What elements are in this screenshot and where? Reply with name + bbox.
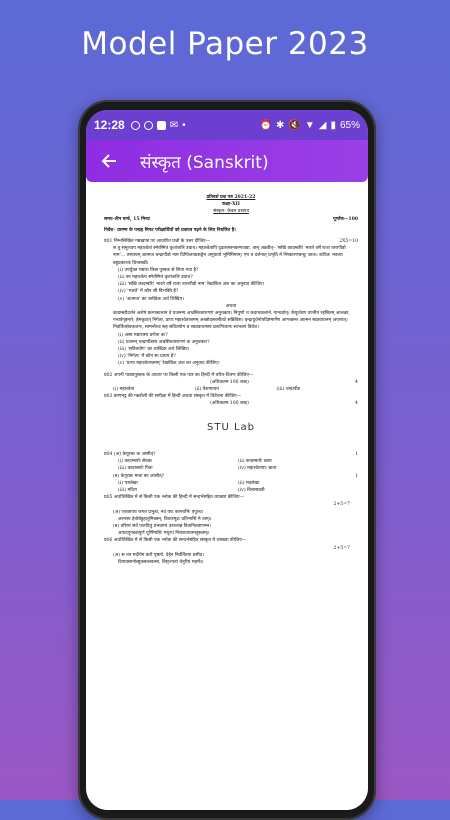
q1-alt-item: (ii) प्रजनन् चन्द्रापीडस्य अभ्रसिततारागणं क अनुचकार? — [118, 339, 210, 345]
q4-text: प्र04 (अ) केयूरकः क आसीत्? — [104, 451, 156, 457]
q2-option: (i) महाश्वेता — [113, 387, 135, 393]
promo-title: Model Paper 2023 — [81, 26, 369, 62]
q4b-option: (i) पत्रलेखा — [118, 480, 138, 486]
q4b-option: (iii) मदिरा — [118, 487, 137, 493]
or-label: अथवा — [225, 303, 237, 309]
notification-icons — [131, 120, 186, 131]
q6-a: (अ) स तत्र मदीयेन करौ पृष्ठतो, देहेन निर्वर्तितया प्रसीद। — [113, 552, 204, 558]
q4-marks: 1 — [355, 451, 358, 457]
q3-sub-row — [104, 400, 358, 407]
q1-item: (iii) 'सखि कादम्बरि! भारते वर्षे राजा तारापीडो नाम' रेखांकित अंश का अनुवाद कीजिए। — [118, 282, 265, 288]
notification-app-icon — [131, 121, 140, 130]
paper-header-class: कक्षा-XII — [222, 202, 240, 208]
q5-b: (ब) तरिष्यं सर्वं पातयितुं प्रभवाम्यं उत्पश्यन्नं वितानितवाणम्भ। — [113, 523, 212, 529]
q1-head: प्र01 निम्नलिखित गद्यखण्ड पर आधारित प्रश्नों के उत्तर दीजिए— — [104, 239, 211, 245]
q1-alt-item: (iv) 'निर्गत्य' में कौन सा प्रत्यय है? — [118, 354, 176, 360]
instruction: निर्देश– प्रारम्भ के पन्द्रह मिनट परीक्षार्थियों को प्रश्नपत्र पढ़ने के लिए निर्धारित है। — [104, 227, 236, 233]
q4b-option: (ii) मदलेखा — [238, 480, 260, 486]
q4-option: (iii) कादम्बर्याः पिता — [118, 466, 153, 472]
app-bar — [86, 140, 368, 182]
q5-b2: अपादपुण्डवत्पूर्ण पूर्णिमाशिः मधुरपं निराशतयत्रमतुस्त्वम्॥ — [118, 531, 210, 537]
q4b-row — [104, 473, 358, 480]
q2-sub: (अधिकतम 100 शब्द) — [210, 379, 249, 385]
q1-item: (iv) 'भारते' में कौन सी विभक्ति है? — [118, 289, 179, 295]
q4-options-row — [104, 465, 358, 472]
q1-alt-item: (v) 'प्राप्य महाश्वेताश्रमम्' रेखांकित अंश का अनुवाद कीजिए। — [118, 361, 220, 367]
q4b-text: (ब) केयूरकः माता का आसीत्? — [113, 473, 165, 479]
battery-icon: ▮ — [330, 119, 336, 131]
q3-marks: 4 — [355, 401, 358, 407]
q1-alt-paragraph: कादम्बरीदर्शनं अशेषं कल्पकालानं ते प्रजनन्य अभ्रसिततारागणं अनुचकार। निपुणो च कदाचकलाने, गान्धर्वात्। केयूरकेण उपनीतं रहसितम् आलक्ष्य, गन्धर्वगृहमारे; हेमकूटात् निर्गत्य, प्राप्य महाश्वेताश्रमम् अच्छोदसरसीतटे सन्निविष्टः। इन्द्रायुधेनोपदिष्टमार्गेण आगच्छन्त आत्मन स्वप्नवाचनम् अपश्यत्। निवर्तितसेवकजनः, सामन्तैश्च सह सवितयोग च स्वप्नवाचनस्य प्रत्यभिजानः स्वभवनं विवेश। — [113, 311, 350, 331]
q6-a2: दिनावसानोत्सुकबालवत्सा, विसृज्यतां धेनुरियं महर्षेः॥ — [118, 559, 204, 565]
battery-percent: 65% — [339, 119, 360, 131]
q3-sub: (अधिकतम 100 शब्द) — [210, 401, 249, 407]
q2-text: प्र02 अपनी पाठ्यपुस्तक के आधार पर किसी एक पात्र का हिन्दी में चरित्र-चित्रण कीजिए— — [104, 372, 254, 378]
time-marks-row — [104, 216, 358, 223]
system-icons — [260, 120, 360, 131]
q4-option: (iv) महाश्वेतायाः भ्राता — [238, 466, 277, 472]
q1-item: (v) 'आत्मज' का शाब्दिक अर्थ लिखिए। — [118, 296, 184, 302]
bluetooth-icon: ✱ — [276, 119, 285, 131]
q4b-option: (iv) विलासवती — [238, 487, 265, 493]
watermark-signature: STU Lab — [206, 421, 255, 433]
alarm-icon: ⏰ — [259, 119, 273, 131]
q1-paragraph: स तु समुत्थाय महाश्वेतां स्मेरस्मित्रं कृतांजलि उवाच। महाश्वेतापि दृढतरस्तनकम्पजडा, ताम् अब्रवीत्– 'सखि कादम्बरि! भारते वर्षे राजा तारापीडो नाम'... तस्यायम् आत्मज चन्द्रापीडो नाम दिग्विजयप्रसङ्गेन अनुयातो भूमिमिमाम्। एष च दर्शनात् प्रभृति मे निष्कारणबन्धुः जातः। कथितः भवत्या बहुप्रकारकं प्रियसखी। — [113, 246, 346, 266]
q4-row — [104, 451, 358, 458]
notification-p-icon — [144, 121, 153, 130]
status-time: 12:28 — [94, 118, 125, 132]
bottom-fade — [86, 792, 368, 810]
q2-option: (ii) वैशम्पायन — [194, 387, 219, 393]
q2-sub-row — [104, 379, 358, 386]
q6-marks: 2+5=7 — [333, 545, 350, 551]
q4-option: (i) कादम्बर्याः सेवकः — [118, 459, 153, 465]
mute-icon: 🔇 — [288, 119, 301, 131]
paper-header-title: प्रतिदर्श प्रश्न पत्र 2021-22 — [206, 195, 256, 200]
q4-option: (ii) कादम्बर्याः भ्राता — [238, 459, 272, 465]
q2-options — [104, 386, 358, 393]
signal-icon: ◢ — [318, 119, 327, 131]
q4b-marks: 1 — [355, 473, 358, 479]
notification-gallery-icon — [157, 121, 166, 130]
q3-text: प्र03 बाणभट्ट की गद्यशैली की समीक्षा में हिन्दी अथवा संस्कृत में विवेचना कीजिए— — [104, 394, 242, 400]
dot-icon: • — [182, 119, 186, 131]
q2-marks: 4 — [355, 379, 358, 385]
q1-head-row — [104, 238, 358, 245]
q5-text: प्र05 अधोलिखित में से किसी एक श्लोक की हिन्दी में सन्दर्भसहित व्याख्या कीजिए— — [104, 495, 245, 501]
marks-label: पूर्णांक—100 — [333, 216, 358, 222]
status-bar — [86, 110, 368, 140]
wifi-icon: ▼ — [304, 119, 315, 131]
q6-text: प्र06 अधोलिखित में से किसी एक श्लोक की सन्दर्भसंहित संस्कृत में व्याख्या कीजिए— — [104, 538, 247, 544]
q2-option: (iii) चन्द्रापीड — [276, 387, 301, 393]
app-bar-title: संस्कृत (Sanskrit) — [140, 152, 269, 173]
mail-icon: ✉ — [169, 119, 179, 131]
phone-screen — [86, 110, 368, 810]
paper-document[interactable] — [86, 188, 368, 810]
q1-alt-item: (iii) 'सवितयोग' का शाब्दिक अर्थ लिखिए। — [118, 347, 190, 353]
phone-frame — [78, 100, 376, 820]
q5-a2: अल्पस्य हेतोर्बहुहातुमिच्छन्, विचारमूढः प्रतिभासि मे त्वम्॥ — [118, 516, 212, 522]
paper-header-subject: संस्कृत- केवल प्रश्नपत्र — [213, 209, 249, 215]
q1-item: (i) उपर्युक्त गद्यांश किस पुस्तक से लिया गया है? — [118, 267, 199, 273]
time-label: समय–तीन घण्टे, 15 मिनट — [104, 216, 150, 222]
arrow-left-icon[interactable] — [96, 148, 122, 174]
q1-alt-item: (i) अस्य गद्यांशस्य प्रणेता कः? — [118, 332, 168, 338]
q5-marks: 2+5=7 — [333, 502, 350, 508]
q1-marks: 2X5=10 — [339, 239, 358, 245]
q4-options-row — [104, 458, 358, 465]
q5-a: (अ) एकतापय जगत प्रभुत्वं, नवं वयः कान्ताभिः वपुश्च। — [113, 509, 204, 515]
q4b-options-row — [104, 487, 358, 494]
q1-item: (ii) का महाश्वेता स्मेरस्मितं कृतांजलि उवाच? — [118, 275, 193, 281]
q4b-options-row — [104, 480, 358, 487]
